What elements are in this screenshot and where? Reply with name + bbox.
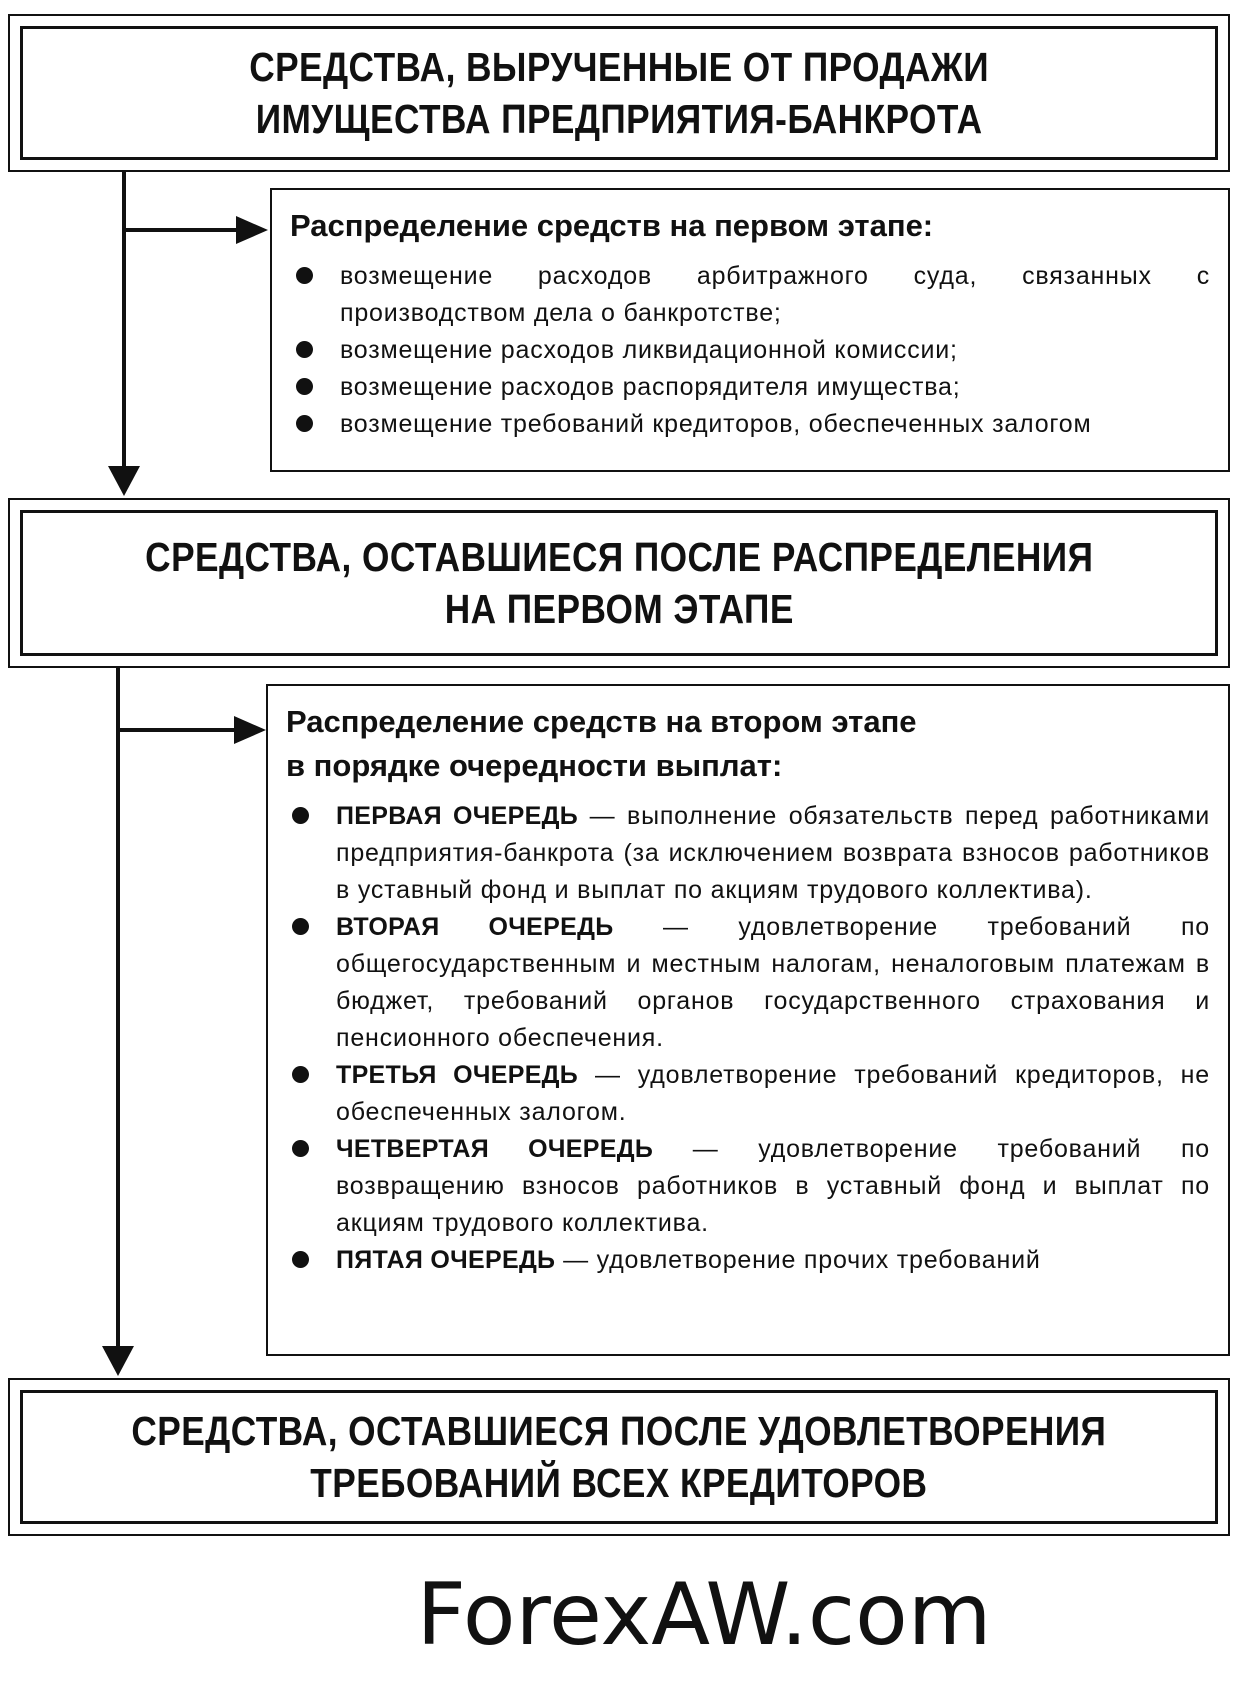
stage2-item-lead: ЧЕТВЕРТАЯ ОЧЕРЕДЬ	[336, 1135, 654, 1163]
box-proceeds-from-sale	[8, 14, 1230, 172]
bullet-icon	[292, 1066, 309, 1083]
stage1-item-text: возмещение требований кредиторов, обеспеченных залогом	[340, 410, 1092, 438]
stage1-item-text: возмещение расходов распорядителя имущества;	[340, 373, 961, 401]
stage2-item-text: — удовлетворение требований кредиторов, не обеспеченных залогом.	[336, 1061, 1210, 1126]
stage1-list	[290, 258, 1210, 443]
bullet-icon	[296, 415, 313, 432]
stage2-item-text: — удовлетворение требований по возвращению взносов работников в уставный фонд и выплат по акциям трудового коллектива.	[336, 1135, 1210, 1237]
stage2-item-text: — выполнение обязательств перед работниками предприятия-банкрота (за исключением возврата взносов работников в уставный фонд и выплат по акциям трудового коллектива).	[336, 802, 1210, 904]
stage1-item-text: возмещение расходов ликвидационной комиссии;	[340, 336, 958, 364]
stage2-list	[286, 798, 1210, 1279]
bullet-icon	[292, 1140, 309, 1157]
stage1-item-text: возмещение расходов арбитражного суда, связанных с производством дела о банкротстве;	[340, 262, 1210, 327]
stage2-item-lead: ПЕРВАЯ ОЧЕРЕДЬ	[336, 802, 578, 830]
box-remaining-stage1-title: СРЕДСТВА, ОСТАВШИЕСЯ ПОСЛЕ РАСПРЕДЕЛЕНИЯ НА ПЕРВОМ ЭТАПЕ	[144, 534, 1094, 632]
stage1-item	[290, 258, 1210, 332]
bullet-icon	[296, 341, 313, 358]
stage1-item	[290, 369, 1210, 406]
bullet-icon	[296, 378, 313, 395]
bullet-icon	[292, 918, 309, 935]
stage2-item-text: — удовлетворение требований по общегосударственным и местным налогам, неналоговым платежам в бюджет, требований органов государственного страхования и пенсионного обеспечения.	[336, 913, 1210, 1052]
stage2-item	[286, 1242, 1210, 1279]
arrow-head-right-2	[234, 716, 266, 744]
box-remaining-after-all-creditors	[8, 1378, 1230, 1536]
arrow-head-down-2	[102, 1346, 134, 1376]
stage2-distribution-box	[266, 684, 1230, 1356]
box-remaining-after-stage1	[8, 498, 1230, 668]
bullet-icon	[296, 267, 313, 284]
stage2-item-text: — удовлетворение прочих требований	[555, 1246, 1041, 1274]
stage2-item-lead: ПЯТАЯ ОЧЕРЕДЬ	[336, 1246, 556, 1274]
stage2-item	[286, 1131, 1210, 1242]
stage2-item	[286, 1057, 1210, 1131]
stage1-heading: Распределение средств на первом этапе:	[290, 208, 934, 243]
arrow-head-right-1	[236, 216, 268, 244]
bullet-icon	[292, 807, 309, 824]
stage2-heading: Распределение средств на втором этапе в порядке очередности выплат:	[286, 704, 917, 783]
stage1-distribution-box	[270, 188, 1230, 472]
bullet-icon	[292, 1251, 309, 1268]
box-proceeds-title: СРЕДСТВА, ВЫРУЧЕННЫЕ ОТ ПРОДАЖИ ИМУЩЕСТВА ПРЕДПРИЯТИЯ-БАНКРОТА	[249, 44, 989, 142]
box-remaining-final-title: СРЕДСТВА, ОСТАВШИЕСЯ ПОСЛЕ УДОВЛЕТВОРЕНИЯ ТРЕБОВАНИЙ ВСЕХ КРЕДИТОРОВ	[131, 1408, 1107, 1506]
watermark-logo: ForexAW.com	[416, 1565, 992, 1665]
stage2-item	[286, 909, 1210, 1057]
stage2-item-lead: ТРЕТЬЯ ОЧЕРЕДЬ	[336, 1061, 579, 1089]
stage1-item	[290, 332, 1210, 369]
stage2-item-lead: ВТОРАЯ ОЧЕРЕДЬ	[336, 913, 614, 941]
arrow-head-down-1	[108, 466, 140, 496]
stage2-item	[286, 798, 1210, 909]
stage1-item	[290, 406, 1210, 443]
